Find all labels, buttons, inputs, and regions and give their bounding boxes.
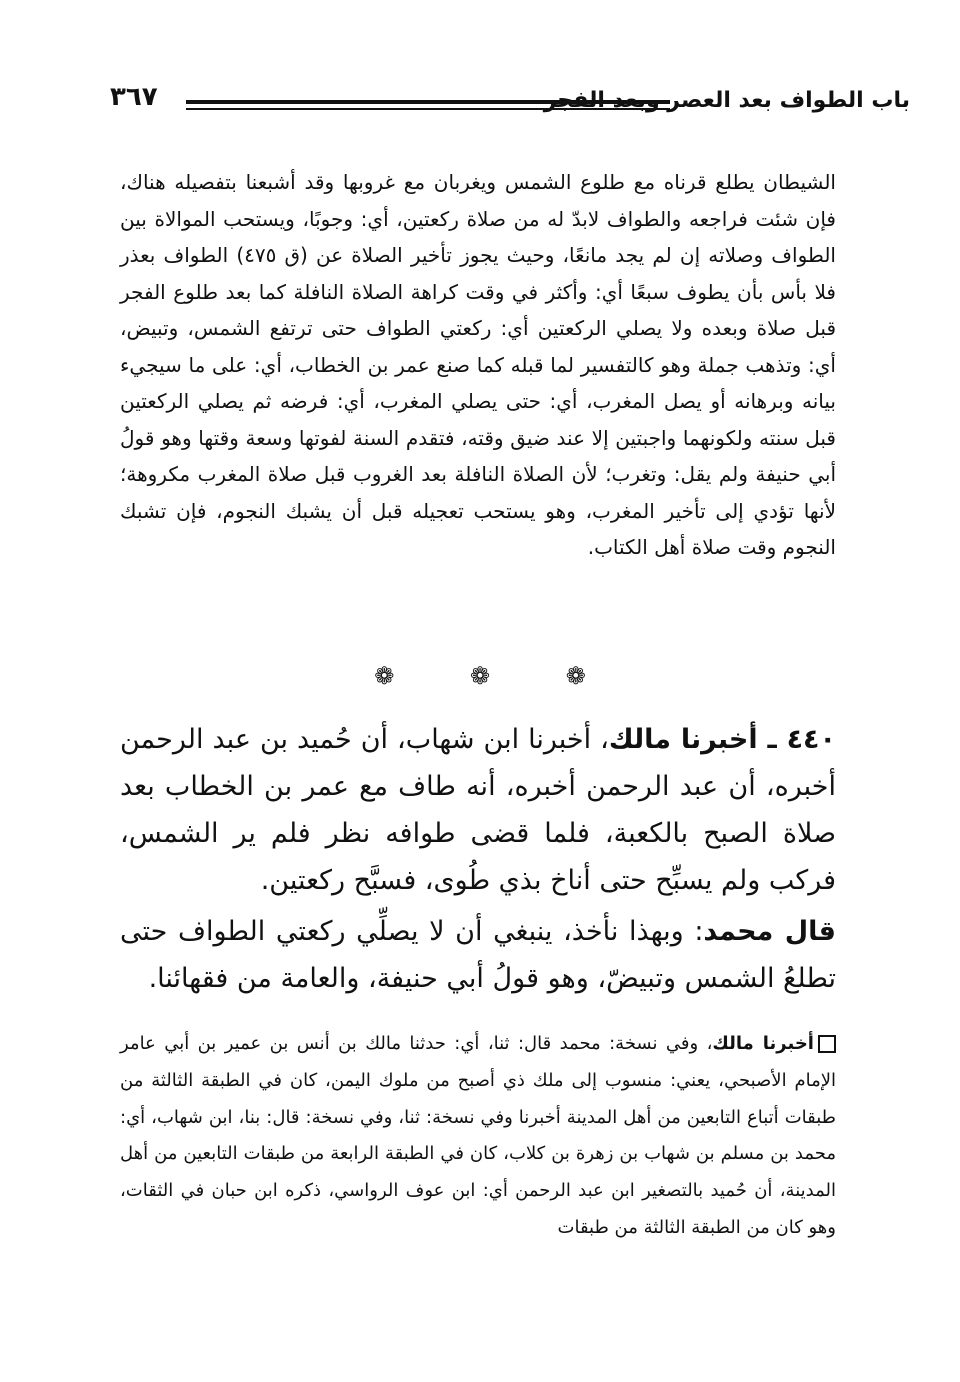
section-separator [0, 662, 960, 690]
star-ornament-icon: ❁ [565, 662, 586, 690]
hadith-text: ، أخبرنا ابن شهاب، أن حُميد بن عبد الرحمن أخبره، أن عبد الرحمن أخبره، أنه طاف مع عمر بن الخطاب بعد صلاة الصبح بالكعبة، فلما قضى طوافه نظر فلم ير الشمس، فركب ولم يسبِّح حتى أناخ بذي طُوى، فسبَّح ركعتين. [120, 724, 836, 896]
header-rule [186, 100, 670, 110]
star-ornament-icon: ❁ [469, 662, 491, 690]
qala-lead: قال محمد [703, 916, 836, 947]
footnote-commentary [120, 1026, 836, 1247]
hadith-paragraph [120, 716, 836, 904]
footnote-lead: أخبرنا مالك [712, 1033, 814, 1054]
commentary-paragraph [120, 164, 836, 566]
hadith-block [120, 716, 836, 1006]
square-marker-icon [818, 1035, 836, 1053]
commentary-text: الشيطان يطلع قرناه مع طلوع الشمس ويغربان مع غروبها وقد أشبعنا بتفصيله هناك، فإن شئت فراجعه والطواف لابدّ له من صلاة ركعتين، أي: وجوبًا، ويستحب الموالاة بين الطواف وصلاته إن لم يجد مانعًا، وحيث يجوز تأخير الصلاة عن (ق ٤٧٥) الطواف بعذر فلا بأس بأن يطوف سبعًا أي: وأكثر في وقت كراهة الصلاة النافلة كما بعد طلوع الفجر قبل صلاة وبعده ولا يصلي الركعتين أي: ركعتي الطواف حتى ترتفع الشمس، وتبيض، أي: وتذهب جملة وهو كالتفسير لما قبله كما صنع عمر بن الخطاب، أي: على ما سيجيء بيانه وبرهانه أو يصل المغرب، أي: حتى يصلي المغرب، أي: فرضه ثم يصلي الركعتين قبل سنته ولكونهما واجبتين إلا عند ضيق وقته، فتقدم السنة لفوتها وسعة وقتها وهو قولُ أبي حنيفة ولم يقل: وتغرب؛ لأن الصلاة النافلة بعد الغروب قبل صلاة المغرب مكروهة؛ لأنها تؤدي إلى تأخير المغرب، وهو يستحب تعجيله قبل أن يشبك النجوم، فإن تشبك النجوم وقت صلاة أهل الكتاب. [120, 170, 836, 559]
page-number: ٣٦٧ [110, 82, 158, 112]
qala-paragraph [120, 908, 836, 1002]
star-ornament-icon: ❁ [374, 662, 395, 690]
running-header [110, 78, 910, 122]
hadith-number-lead: ٤٤٠ ـ أخبرنا مالك [608, 724, 837, 755]
chapter-title: باب الطواف بعد العصر وبعد الفجر [543, 88, 910, 113]
qala-text: : وبهذا نأخذ، ينبغي أن لا يصلِّي ركعتي الطواف حتى تطلعُ الشمس وتبيضّ، وهو قولُ أبي حنيفة، والعامة من فقهائنا. [120, 916, 836, 994]
footnote-text: ، وفي نسخة: محمد قال: ثنا، أي: حدثنا مالك بن أنس بن عمير بن أبي عامر الإمام الأصبحي، يعني: منسوب إلى ملك ذي أصبح من ملوك اليمن، كان في الطبقة الثالثة من طبقات أتباع التابعين من أهل المدينة أخبرنا وفي نسخة: ثنا، وفي نسخة: قال: بنا، ابن شهاب، أي: محمد بن مسلم بن شهاب بن زهرة بن كلاب، كان في الطبقة الرابعة من طبقات التابعين من أهل المدينة، أن حُميد بالتصغير ابن عبد الرحمن أي: ابن عوف الرواسي، ذكره ابن حبان في الثقات، وهو كان من الطبقة الثالثة من طبقات [120, 1033, 836, 1238]
